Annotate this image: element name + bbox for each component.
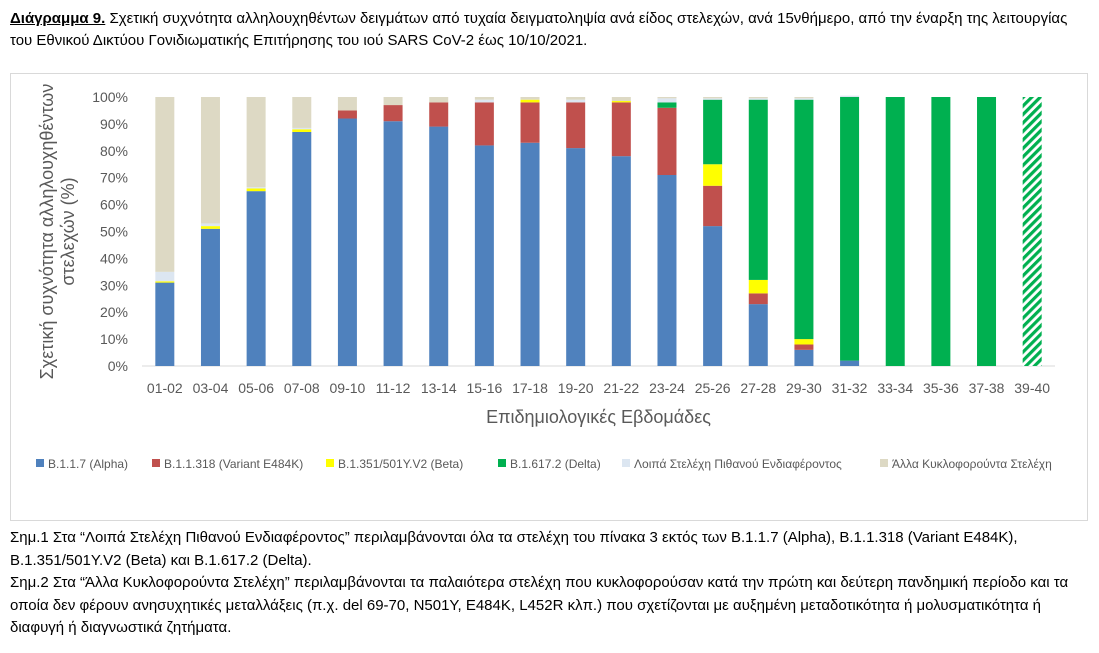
x-tick-label: 11-12 bbox=[375, 380, 411, 396]
bar-segment-27-28-s3 bbox=[749, 100, 768, 280]
bar-segment-07-08-s5 bbox=[292, 97, 311, 128]
bar-segment-23-24-s5 bbox=[657, 97, 676, 98]
bar-segment-03-04-s4 bbox=[201, 223, 220, 226]
y-tick-label: 90% bbox=[99, 115, 128, 132]
bar-segment-17-18-s0 bbox=[521, 143, 540, 366]
bar-segment-31-32-s4 bbox=[840, 96, 859, 97]
bar-segment-19-20-s4 bbox=[566, 100, 585, 103]
bar-segment-29-30-s3 bbox=[794, 100, 813, 339]
x-tick-label: 03-04 bbox=[192, 380, 229, 396]
bar-segment-23-24-s3 bbox=[657, 102, 676, 107]
bar-segment-11-12-s1 bbox=[384, 105, 403, 121]
bar-segment-01-02-s4 bbox=[155, 272, 174, 281]
bar-segment-27-28-s5 bbox=[749, 97, 768, 98]
bar-segment-23-24-s0 bbox=[657, 175, 676, 366]
bar-segment-07-08-s2 bbox=[292, 129, 311, 132]
note-1: Σημ.1 Στα “Λοιπά Στελέχη Πιθανού Ενδιαφέροντος” περιλαμβάνονται όλα τα στελέχη του πίνακα 3 εκτός των B.1.1.7 (Alpha), B.1.1.318 (Variant E484K), B.1.351/501Y.V2 (Beta) και B.1.617.2 (Delta). bbox=[10, 529, 1018, 569]
x-tick-label: 23-24 bbox=[649, 380, 685, 396]
x-tick-label: 15-16 bbox=[466, 380, 503, 396]
y-axis-title: Σχετική συχνότητα αλληλουχηθέντωνστελεχών (%) bbox=[37, 83, 78, 380]
caption-text: Σχετική συχνότητα αλληλουχηθέντων δειγμάτων από τυχαία δειγματοληψία ανά είδος στελεχών, ανά 15νθήμερο, από την έναρξη της λειτουργίας του Εθνικού Δικτύου Γονιδιωματικής Επιτήρησης του ιού SARS CoV-2 έως 10/10/2021. bbox=[10, 10, 1068, 49]
bar-segment-01-02-s5 bbox=[155, 97, 174, 272]
bar-segment-21-22-s1 bbox=[612, 102, 631, 156]
footnotes bbox=[10, 527, 1090, 640]
legend-label-4: Λοιπά Στελέχη Πιθανού Ενδιαφέροντος bbox=[634, 457, 842, 471]
caption-label: Διάγραμμα 9. bbox=[10, 10, 106, 27]
legend-swatch-5 bbox=[880, 459, 888, 467]
bar-segment-17-18-s1 bbox=[521, 102, 540, 142]
bar-segment-01-02-s2 bbox=[155, 281, 174, 282]
bar-segment-13-14-s5 bbox=[429, 97, 448, 102]
bar-segment-03-04-s2 bbox=[201, 226, 220, 229]
figure-caption bbox=[10, 8, 1090, 52]
note-2: Σημ.2 Στα “Άλλα Κυκλοφορούντα Στελέχη” περιλαμβάνονται τα παλαιότερα στελέχη που κυκλοφορούσαν κατά την πρώτη και δεύτερη πανδημική περίοδο και τα οποία δεν φέρουν ανησυχητικές μεταλλάξεις (π.χ. del 69-70, N501Y, E484K, L452R κλπ.) που σχετίζονται με αυξημένη μεταδοτικότητα ή μολυσματικότητα ή διαφυγή ή διαγνωστικά ζητήματα. bbox=[10, 574, 1069, 636]
y-tick-label: 10% bbox=[99, 331, 128, 348]
x-tick-label: 37-38 bbox=[968, 380, 1005, 396]
bar-segment-23-24-s1 bbox=[657, 108, 676, 175]
y-tick-label: 50% bbox=[99, 223, 128, 240]
bar-segment-19-20-s5 bbox=[566, 97, 585, 100]
bar-segment-01-02-s0 bbox=[155, 283, 174, 366]
bar-segment-33-34-s3 bbox=[886, 97, 905, 366]
legend-label-1: B.1.1.318 (Variant E484K) bbox=[164, 457, 304, 471]
x-axis-title: Επιδημιολογικές Εβδομάδες bbox=[486, 407, 711, 427]
y-tick-label: 20% bbox=[99, 304, 128, 321]
y-tick-label: 0% bbox=[107, 358, 128, 374]
x-tick-label: 29-30 bbox=[786, 380, 822, 396]
x-tick-label: 17-18 bbox=[512, 380, 548, 396]
bar-segment-25-26-s3 bbox=[703, 100, 722, 165]
bar-segment-25-26-s2 bbox=[703, 164, 722, 186]
legend-swatch-0 bbox=[36, 459, 44, 467]
x-tick-label: 35-36 bbox=[922, 380, 959, 396]
x-tick-label: 05-06 bbox=[238, 380, 275, 396]
y-tick-label: 30% bbox=[99, 277, 128, 294]
bar-segment-21-22-s5 bbox=[612, 97, 631, 101]
y-tick-label: 70% bbox=[99, 169, 128, 186]
bar-segment-19-20-s0 bbox=[566, 148, 585, 366]
bar-segment-03-04-s0 bbox=[201, 229, 220, 366]
bar-segment-39-40-s3 bbox=[1023, 97, 1042, 366]
bar-segment-05-06-s4 bbox=[247, 187, 266, 188]
x-tick-label: 25-26 bbox=[694, 380, 731, 396]
bar-segment-23-24-s4 bbox=[657, 98, 676, 102]
bar-segment-11-12-s0 bbox=[384, 121, 403, 366]
bar-segment-13-14-s1 bbox=[429, 102, 448, 126]
bar-segment-05-06-s2 bbox=[247, 188, 266, 191]
bar-segment-21-22-s2 bbox=[612, 101, 631, 102]
bar-segment-29-30-s5 bbox=[794, 97, 813, 98]
bar-segment-25-26-s0 bbox=[703, 226, 722, 366]
bar-segment-13-14-s0 bbox=[429, 127, 448, 366]
bar-segment-27-28-s0 bbox=[749, 304, 768, 366]
bar-segment-29-30-s4 bbox=[794, 98, 813, 99]
bar-segment-09-10-s0 bbox=[338, 119, 357, 366]
bar-segment-09-10-s5 bbox=[338, 97, 357, 110]
legend-label-5: Άλλα Κυκλοφορούντα Στελέχη bbox=[892, 457, 1052, 471]
legend-label-3: B.1.617.2 (Delta) bbox=[510, 457, 601, 471]
legend-swatch-2 bbox=[326, 459, 334, 467]
bar-segment-17-18-s2 bbox=[521, 100, 540, 103]
legend-swatch-4 bbox=[622, 459, 630, 467]
bar-segment-27-28-s2 bbox=[749, 280, 768, 293]
bar-segment-03-04-s5 bbox=[201, 97, 220, 223]
y-tick-label: 40% bbox=[99, 250, 128, 267]
bar-segment-19-20-s1 bbox=[566, 102, 585, 148]
bar-segment-07-08-s4 bbox=[292, 128, 311, 129]
bar-segment-17-18-s5 bbox=[521, 97, 540, 100]
y-tick-label: 100% bbox=[92, 89, 128, 105]
x-tick-label: 39-40 bbox=[1014, 380, 1051, 396]
bar-segment-25-26-s1 bbox=[703, 186, 722, 226]
bar-segment-15-16-s4 bbox=[475, 100, 494, 103]
x-tick-label: 01-02 bbox=[146, 380, 183, 396]
x-tick-label: 33-34 bbox=[877, 380, 914, 396]
x-tick-label: 21-22 bbox=[603, 380, 640, 396]
bar-segment-15-16-s5 bbox=[475, 97, 494, 100]
bar-segment-29-30-s0 bbox=[794, 350, 813, 366]
stacked-bar-chart bbox=[10, 73, 1088, 521]
bar-segment-35-36-s3 bbox=[931, 97, 950, 366]
bar-segment-05-06-s5 bbox=[247, 97, 266, 187]
legend-label-0: B.1.1.7 (Alpha) bbox=[48, 457, 129, 471]
bar-segment-21-22-s0 bbox=[612, 156, 631, 366]
bar-segment-11-12-s5 bbox=[384, 97, 403, 105]
bar-segment-15-16-s0 bbox=[475, 145, 494, 366]
bar-segment-27-28-s1 bbox=[749, 293, 768, 304]
bar-segment-29-30-s2 bbox=[794, 339, 813, 344]
x-tick-label: 07-08 bbox=[283, 380, 320, 396]
bar-segment-29-30-s1 bbox=[794, 344, 813, 349]
x-tick-label: 19-20 bbox=[557, 380, 594, 396]
x-tick-label: 27-28 bbox=[740, 380, 777, 396]
bar-segment-27-28-s4 bbox=[749, 98, 768, 99]
bar-segment-15-16-s1 bbox=[475, 102, 494, 145]
y-tick-label: 80% bbox=[99, 142, 128, 159]
bar-segment-09-10-s1 bbox=[338, 110, 357, 118]
y-tick-label: 60% bbox=[99, 196, 128, 213]
bar-segment-07-08-s0 bbox=[292, 132, 311, 366]
bar-segment-31-32-s0 bbox=[840, 361, 859, 366]
x-tick-label: 13-14 bbox=[420, 380, 457, 396]
bar-segment-05-06-s0 bbox=[247, 191, 266, 366]
bar-segment-25-26-s4 bbox=[703, 98, 722, 99]
legend-swatch-3 bbox=[498, 459, 506, 467]
legend-label-2: B.1.351/501Y.V2 (Beta) bbox=[338, 457, 464, 471]
x-tick-label: 09-10 bbox=[329, 380, 366, 396]
legend-swatch-1 bbox=[152, 459, 160, 467]
bar-segment-37-38-s3 bbox=[977, 97, 996, 366]
bar-segment-25-26-s5 bbox=[703, 97, 722, 98]
x-tick-label: 31-32 bbox=[831, 380, 868, 396]
bar-segment-31-32-s3 bbox=[840, 97, 859, 361]
